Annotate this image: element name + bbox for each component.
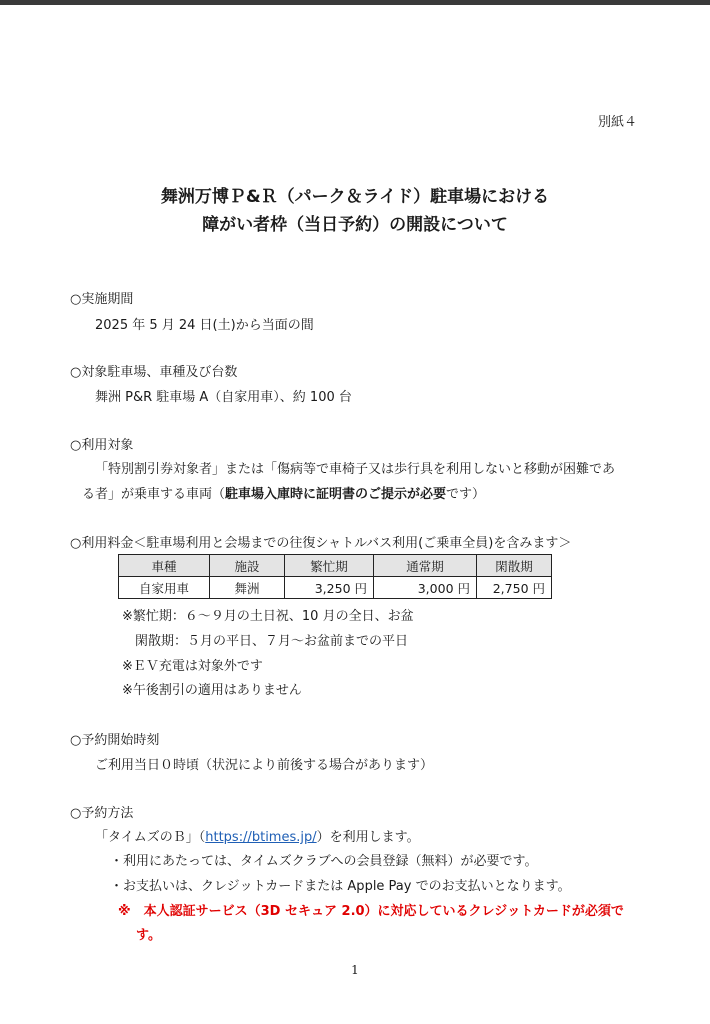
page-number: 1 [351,963,359,977]
fee-note-offpeak: 閑散期：５月の平日、７月～お盆前までの平日 [122,634,409,649]
table-row [119,577,552,599]
method-line-1: 「タイムズのＢ」（https://btimes.jp/）を利用します。 [95,830,420,845]
method-warning-line-1: ※ 本人認証サービス（3D セキュア 2.0）に対応しているクレジットカードが必須で [118,904,624,919]
method-bullet-membership: ・利用にあたっては、タイムズクラブへの会員登録（無料）が必要です。 [110,854,538,869]
period-heading: ○実施期間 [70,292,134,307]
method-heading: ○予約方法 [70,806,134,821]
fee-heading: ○利用料金＜駐車場利用と会場までの往復シャトルバス利用(ご乗車全員)を含みます＞ [70,536,572,551]
appendix-label: 別紙４ [598,115,638,130]
header-offpeak: 閑散期 [477,555,552,577]
certificate-requirement: 駐車場入庫時に証明書のご提示が必要 [225,487,447,502]
method-warning-line-2: す。 [136,928,161,943]
fee-note-peak: ※繁忙期：６～９月の土日祝、10 月の全日、お盆 [122,609,414,624]
period-body: 2025 年 5 月 24 日(土)から当面の間 [95,318,314,333]
document-title-line-2: 障がい者枠（当日予約）の開設について [202,215,508,235]
eligibility-line-2: る者」が乗車する車両（駐車場入庫時に証明書のご提示が必要です） [82,487,486,502]
fee-table [118,554,552,599]
cell-facility: 舞洲 [210,577,285,599]
fee-table-header-row [119,555,552,577]
btimes-link[interactable]: https://btimes.jp/ [205,830,317,845]
cell-peak-price: 3,250 円 [285,577,374,599]
header-facility: 施設 [210,555,285,577]
header-vehicle: 車種 [119,555,210,577]
fee-note-ev: ※ＥＶ充電は対象外です [122,659,263,674]
target-lot-heading: ○対象駐車場、車種及び台数 [70,365,238,380]
header-peak: 繁忙期 [285,555,374,577]
cell-vehicle: 自家用車 [119,577,210,599]
cell-offpeak-price: 2,750 円 [477,577,552,599]
eligibility-heading: ○利用対象 [70,438,134,453]
target-lot-body: 舞洲 P&R 駐車場 A（自家用車）、約 100 台 [95,390,352,405]
method-bullet-payment: ・お支払いは、クレジットカードまたは Apple Pay でのお支払いとなります。 [110,879,571,894]
viewer-top-bar [0,0,710,5]
header-regular: 通常期 [374,555,477,577]
start-time-body: ご利用当日０時頃（状況により前後する場合があります） [95,758,434,773]
eligibility-line-1: 「特別割引券対象者」または「傷病等で車椅子又は歩行具を利用しないと移動が困難であ [95,462,616,477]
fee-note-afternoon: ※午後割引の適用はありません [122,683,302,698]
document-title-line-1: 舞洲万博Ｐ&Ｒ（パーク＆ライド）駐車場における [160,187,550,207]
cell-regular-price: 3,000 円 [374,577,477,599]
start-time-heading: ○予約開始時刻 [70,733,160,748]
